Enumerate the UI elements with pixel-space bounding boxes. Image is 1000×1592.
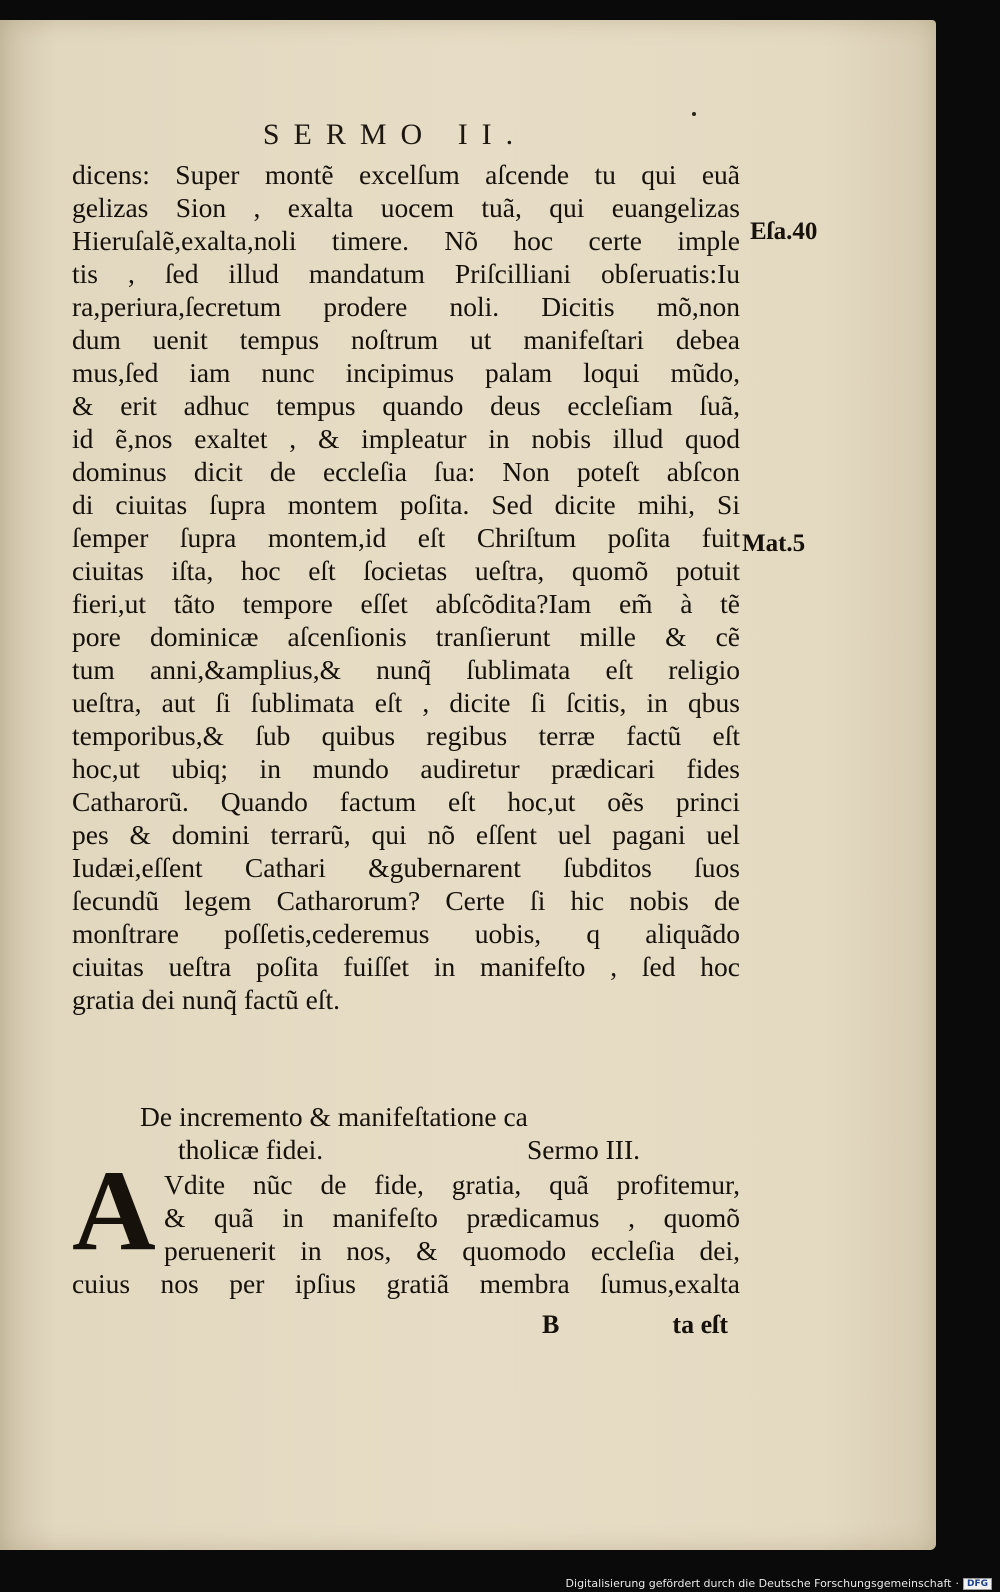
- text-line: id ẽ,nos exaltet , & impleatur in nobis illud quod: [72, 423, 740, 454]
- drop-cap: A: [72, 1147, 156, 1275]
- ink-speck: [692, 112, 696, 116]
- book-page: [0, 20, 936, 1550]
- text-line: ſemper ſupra montem,id eſt Chriſtum poſita fuit: [72, 522, 740, 553]
- text-line: ciuitas iſta, hoc eſt ſocietas ueſtra, quomõ potuit: [72, 555, 740, 586]
- text-line: pes & domini terrarũ, qui nõ eſſent uel pagani uel: [72, 819, 740, 850]
- text-line: Vdite nũc de fide, gratia, quã profitemur,: [164, 1169, 740, 1200]
- separator: ·: [955, 1577, 959, 1590]
- section-heading-subject: tholicæ fidei.: [178, 1134, 324, 1165]
- text-line: Hieruſalẽ,exalta,noli timere. Nõ hoc certe imple: [72, 225, 740, 256]
- main-text-block: [72, 158, 740, 1016]
- text-line: fieri,ut tãto tempore eſſet abſcõdita?Iam em̃ à tẽ: [72, 588, 740, 619]
- text-line: cuius nos per ipſius gratiã membra ſumus,exalta: [72, 1268, 740, 1299]
- marginal-note: Mat.5: [742, 530, 806, 557]
- section-heading-line: De incremento & manifeſtatione ca: [140, 1101, 528, 1132]
- text-line: tum anni,&amplius,& nunq̃ ſublimata eſt religio: [72, 654, 740, 685]
- text-line: ciuitas ueſtra poſita fuiſſet in manifeſto , ſed hoc: [72, 951, 740, 982]
- text-line: peruenerit in nos, & quomodo eccleſia dei,: [164, 1235, 740, 1266]
- text-line: temporibus,& ſub quibus regibus terræ factũ eſt: [72, 720, 740, 751]
- digitization-credit: [566, 1577, 992, 1590]
- dfg-logo: DFG: [963, 1578, 992, 1590]
- text-line: & quã in manifeſto prædicamus , quomõ: [164, 1202, 740, 1233]
- text-line: pore dominicæ aſcenſionis tranſierunt mille & cẽ: [72, 621, 740, 652]
- drop-cap-lines: [164, 1168, 740, 1267]
- signature-mark: B: [542, 1310, 560, 1339]
- text-line: tis , ſed illud mandatum Priſcilliani obſeruatis:Iu: [72, 258, 740, 289]
- text-line: dum uenit tempus noſtrum ut manifeſtari debea: [72, 324, 740, 355]
- after-drop-lines: [72, 1267, 740, 1300]
- text-line: Catharorũ. Quando factum eſt hoc,ut oẽs princi: [72, 786, 740, 817]
- section-heading: [140, 1100, 660, 1166]
- text-line: ſecundũ legem Catharorum? Certe ſi hic nobis de: [72, 885, 740, 916]
- text-line: monſtrare poſſetis,cederemus uobis, q aliquãdo: [72, 918, 740, 949]
- text-line: dominus dicit de eccleſia ſua: Non poteſt abſcon: [72, 456, 740, 487]
- marginal-note: Eſa.40: [750, 218, 818, 245]
- catchword: ta eſt: [672, 1310, 728, 1339]
- text-line: di ciuitas ſupra montem poſita. Sed dicite mihi, Si: [72, 489, 740, 520]
- section-heading-line: [140, 1133, 660, 1166]
- credit-text: Digitalisierung gefördert durch die Deutsche Forschungsgemeinschaft: [565, 1577, 952, 1590]
- text-line: hoc,ut ubiq; in mundo audiretur prædicari fides: [72, 753, 740, 784]
- text-line: gratia dei nunq̃ factũ eſt.: [72, 984, 341, 1015]
- text-line: Iudæi,eſſent Cathari &gubernarent ſubditos ſuos: [72, 852, 740, 883]
- text-line: mus,ſed iam nunc incipimus palam loqui mũdo,: [72, 357, 740, 388]
- text-line: gelizas Sion , exalta uocem tuã, qui euangelizas: [72, 192, 740, 223]
- text-line: dicens: Super montẽ excelſum aſcende tu qui euã: [72, 159, 740, 190]
- running-head: SERMO II.: [262, 118, 528, 151]
- text-line: ra,periura,ſecretum prodere noli. Dicitis mõ,non: [72, 291, 740, 322]
- text-line: & erit adhuc tempus quando deus eccleſiam ſuã,: [72, 390, 740, 421]
- text-line: ueſtra, aut ſi ſublimata eſt , dicite ſi ſcitis, in qbus: [72, 687, 740, 718]
- sermon-number: Sermo III.: [526, 1134, 640, 1165]
